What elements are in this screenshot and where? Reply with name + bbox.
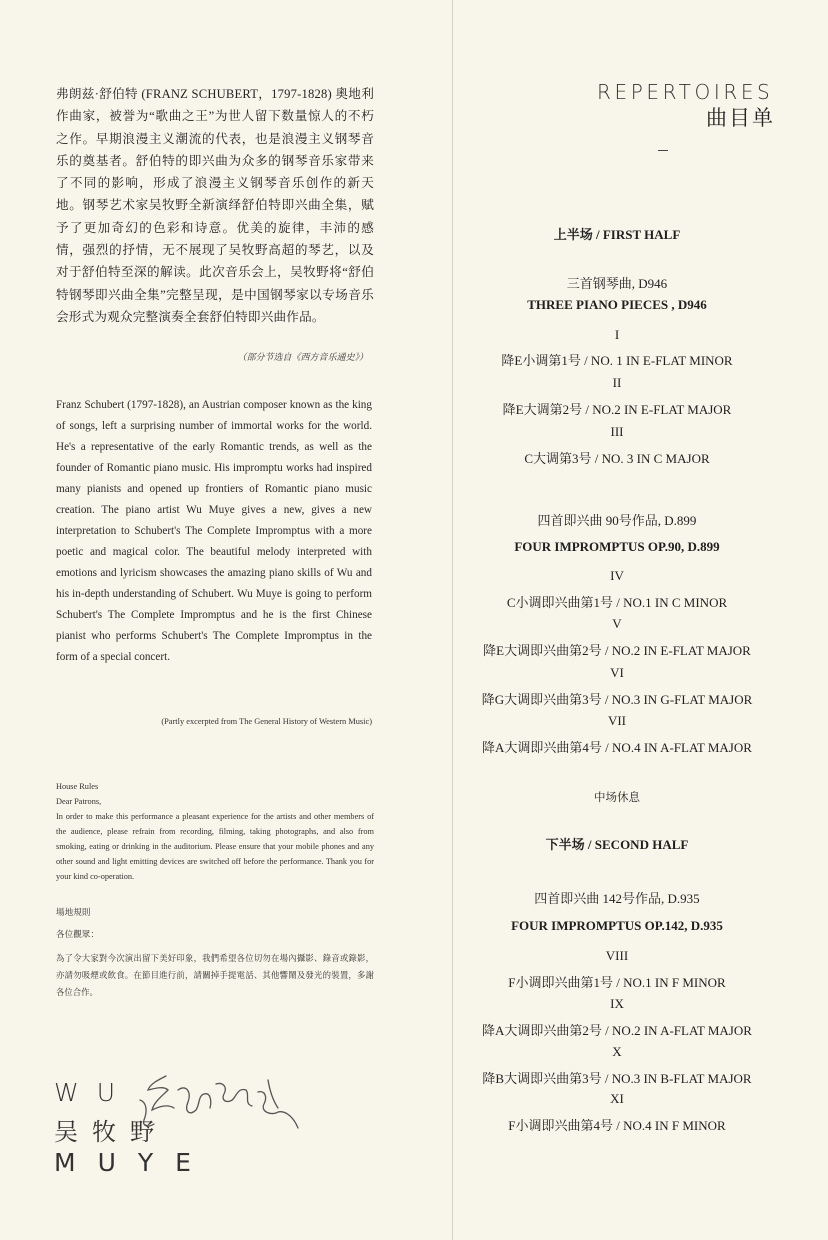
english-source-note: (Partly excerpted from The General History of Western Music) <box>161 717 372 726</box>
piece-title: F小调即兴曲第1号 / NO.1 IN F MINOR <box>508 975 726 990</box>
piece-title: 降E大调即兴曲第2号 / NO.2 IN E-FLAT MAJOR <box>483 643 751 658</box>
handwritten-signature <box>118 1070 308 1150</box>
piece-number: VII <box>607 713 627 728</box>
repertoire-title: REPERTOIRES <box>597 80 774 104</box>
chinese-rules-text: 為了令大家對今次演出留下美好印象，我們希望各位切勿在場內攝影、錄音或錄影，亦請勿吸煙或飲食。在節目進行前，請關掉手提電話、其他響鬧及發光的裝置，多謝各位合作。 <box>56 954 374 997</box>
house-rules <box>56 779 374 884</box>
piece-title: 降G大调即兴曲第3号 / NO.3 IN G-FLAT MAJOR <box>481 692 753 707</box>
piece-number: VIII <box>605 948 629 963</box>
set1-chinese-title: 三首钢琴曲, D946 <box>566 276 668 291</box>
piece-number: II <box>612 375 622 390</box>
artist-name-chinese: 吴牧野 <box>54 1120 168 1146</box>
set2-chinese-title: 四首即兴曲 90号作品, D.899 <box>537 513 697 528</box>
piece-title: C小调即兴曲第1号 / NO.1 IN C MINOR <box>506 595 728 610</box>
piece-number: XI <box>610 1091 624 1106</box>
chinese-rules-title: 場地規則 <box>56 907 91 917</box>
piece-title: F小调即兴曲第4号 / NO.4 IN F MINOR <box>508 1118 726 1133</box>
repertoire-title-chinese: 曲目单 <box>706 106 775 130</box>
piece-number: III <box>610 424 624 439</box>
artist-name-muye: MUYE <box>54 1148 213 1177</box>
piece-title: C大调第3号 / NO. 3 IN C MAJOR <box>524 451 710 466</box>
piece-number: VI <box>610 665 624 680</box>
artist-name-wu: WU <box>54 1078 134 1107</box>
set3-english-title: FOUR IMPROMPTUS OP.142, D.935 <box>511 918 723 933</box>
house-rules-title: House Rules <box>56 782 99 791</box>
piece-number: I <box>614 327 620 342</box>
chinese-introduction: 弗朗兹·舒伯特 (FRANZ SCHUBERT，1797-1828) 奧地利作曲家，被誉为“歌曲之王”为世人留下数量惊人的不朽之作。早期浪漫主义潮流的代表，也是浪漫主义钢琴音乐的奠基者。舒伯特的即兴曲为众多的钢琴音乐家带来了不同的影响，形成了浪漫主义钢琴音乐创作的新天地。钢琴艺术家吴牧野全新演绎舒伯特即兴曲全集，赋予了更加奇幻的色彩和诗意。优美的旋律，丰沛的感情，强烈的抒情，无不展现了吴牧野高超的琴艺，以及对于舒伯特至深的解读。此次音乐会上，吴牧野将“舒伯特钢琴即兴曲全集”完整呈现，是中国钢琴家以专场音乐会形式为观众完整演奏全套舒伯特即兴曲作品。 <box>56 87 374 324</box>
set3-chinese-title: 四首即兴曲 142号作品, D.935 <box>534 891 700 906</box>
column-divider <box>452 0 453 1240</box>
piece-title: 降A大调即兴曲第2号 / NO.2 IN A-FLAT MAJOR <box>482 1023 752 1038</box>
title-rule <box>658 150 668 151</box>
piece-title: 降E大调第2号 / NO.2 IN E-FLAT MAJOR <box>502 402 732 417</box>
house-rules-text: In order to make this performance a pleasant experience for the artists and other members of the audience, please refrain from recording, filming, taking photographs, and also from smoking, eating or drinking in the auditorium. Please ensure that your mobile phones and any other sound and light emitting devices are switched off before the performance. Thank you for your kind co-operation. <box>56 812 374 881</box>
set1-english-title: THREE PIANO PIECES , D946 <box>527 297 707 312</box>
chinese-source-note: （部分节选自《西方音乐通史》） <box>237 352 368 362</box>
english-introduction: Franz Schubert (1797-1828), an Austrian composer known as the king of songs, left a surprising number of immortal works for the world. He's a representative of the early Romantic trends, as well as the founder of Romantic piano music. His impromptu works had inspired many pianists and opened up frontiers of Romantic piano music creation. The piano artist Wu Muye gives a new, gives a new interpretation to Schubert's The Complete Impromptus with a more poetic and magical color. The beautiful melody interpreted with emotions and lyricism showcases the amazing piano skills of Wu and his in-depth understanding of Schubert. Wu Muye is going to perform Schubert's The Complete Impromptus and he is the first Chinese pianist who performs Schubert's The Complete Impromptus in the form of a special concert. <box>56 399 372 663</box>
piece-number: IV <box>610 568 624 583</box>
chinese-rules-greeting: 各位觀眾： <box>56 929 99 939</box>
piece-title: 降E小调第1号 / NO. 1 IN E-FLAT MINOR <box>501 353 733 368</box>
piece-title: 降A大调即兴曲第4号 / NO.4 IN A-FLAT MAJOR <box>482 740 752 755</box>
piece-number: X <box>612 1044 622 1059</box>
set2-english-title: FOUR IMPROMPTUS OP.90, D.899 <box>514 539 720 554</box>
house-rules-greeting: Dear Patrons, <box>56 797 102 806</box>
intermission-label: 中场休息 <box>594 792 640 804</box>
second-half-heading: 下半场 / SECOND HALF <box>545 837 689 852</box>
piece-number: V <box>612 616 622 631</box>
first-half-heading: 上半场 / FIRST HALF <box>553 227 681 242</box>
piece-title: 降B大调即兴曲第3号 / NO.3 IN B-FLAT MAJOR <box>482 1071 752 1086</box>
piece-number: IX <box>610 996 624 1011</box>
